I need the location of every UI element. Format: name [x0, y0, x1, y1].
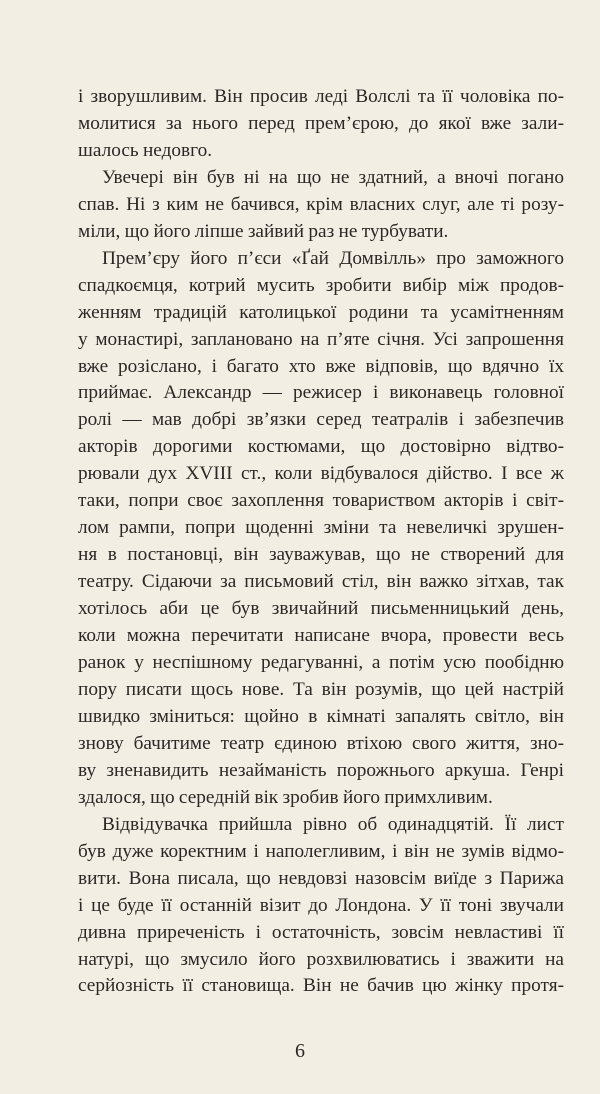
text-line: рювали дух XVIII ст., коли відбувалося дійство. І все ж	[78, 463, 564, 485]
text-line: пору писати щось нове. Та він розумів, що цей настрій	[78, 678, 564, 700]
text-line: натурі, що змусило його розхвилюватись і зважити на	[78, 948, 564, 970]
text-line: Увечері він був ні на що не здатний, а вночі погано	[102, 166, 564, 188]
text-line: Відвідувачка прийшла рівно об одинадцятій. Її лист	[102, 813, 564, 835]
paragraph	[78, 165, 564, 246]
text-line: і зворушливим. Він просив леді Волслі та її чоловіка по-	[78, 86, 564, 107]
page-number: 6	[295, 1040, 305, 1063]
text-line: спав. Ні з ким не бачився, крім власних слуг, але ті розу-	[78, 193, 564, 215]
text-line: приймає. Александр — режисер і виконавець головної	[78, 382, 564, 404]
text-line: коли можна перечитати написане вчора, провести весь	[78, 625, 564, 647]
text-line: лом рампи, попри щоденні зміни та невеличкі зрушен-	[78, 517, 564, 539]
text-line: швидко зміниться: щойно в кімнаті запалять світло, він	[78, 705, 564, 727]
text-line: вити. Вона писала, що невдовзі назовсім виїде з Парижа	[78, 867, 564, 889]
text-line: ня в постановці, він зауважував, що не створений для	[78, 544, 564, 566]
text-line: театру. Сідаючи за письмовий стіл, він важко зітхав, так	[78, 571, 564, 593]
text-line: таки, попри своє захоплення товариством акторів і світ-	[78, 490, 564, 512]
text-line: здалося, що середній вік зробив його примхливим.	[78, 786, 493, 808]
page-body-text	[78, 84, 564, 1000]
text-line: знову бачитиме театр єдиною втіхою свого життя, зно-	[78, 732, 564, 754]
paragraph	[78, 812, 564, 1001]
paragraph	[78, 84, 564, 165]
text-line: у монастирі, заплановано на п’яте січня. Усі запрошення	[78, 328, 564, 350]
text-line: спадкоємця, котрий мусить зробити вибір між продов-	[78, 274, 564, 296]
paragraph	[78, 246, 564, 812]
text-line: молитися за нього перед прем’єрою, до якої вже зали-	[78, 112, 564, 134]
text-line: вже розіслано, і багато хто вже відповів, що вдячно їх	[78, 355, 564, 377]
text-line: серйозність її становища. Він не бачив цю жінку протя-	[78, 975, 564, 997]
text-line: женням традицій католицької родини та усамітненням	[78, 301, 564, 323]
text-line: акторів дорогими костюмами, що достовірно відтво-	[78, 436, 564, 458]
text-line: хотілось аби це був звичайний письменницький день,	[78, 598, 564, 620]
text-line: Прем’єру його п’єси «Ґай Домвілль» про заможного	[102, 247, 564, 269]
text-line: ролі — мав добрі зв’язки серед театралів і забезпечив	[78, 409, 564, 431]
text-line: був дуже коректним і наполегливим, і він не зумів відмо-	[78, 840, 564, 862]
text-line: ву зненавидить незайманість порожнього аркуша. Генрі	[78, 759, 564, 781]
text-line: дивна приреченість і остаточність, зовсім невластиві її	[78, 921, 564, 943]
text-line: ранок у неспішному редагуванні, а потім усю пообідню	[78, 652, 564, 674]
text-line: міли, що його ліпше зайвий раз не турбувати.	[78, 220, 449, 242]
text-line: шалось недовго.	[78, 139, 213, 161]
text-line: і це буде її останній візит до Лондона. У її тоні звучали	[78, 894, 564, 916]
